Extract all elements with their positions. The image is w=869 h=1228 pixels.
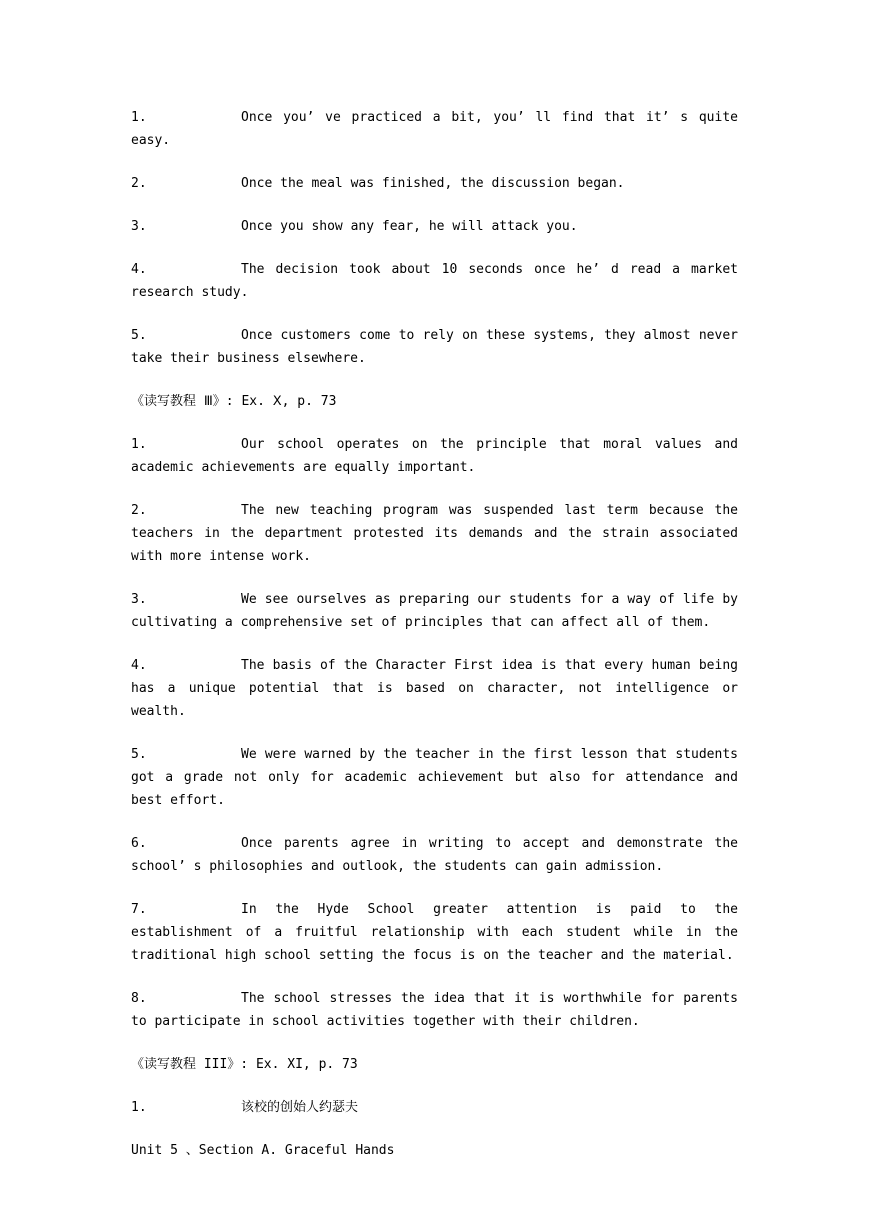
item-text: 该校的创始人约瑟夫 — [241, 1100, 359, 1115]
list-item — [131, 433, 738, 479]
list-item — [131, 832, 738, 878]
section-heading: 《读写教程 Ⅲ》: Ex. Ⅹ, p. 73 — [131, 394, 337, 409]
section-heading: 《读写教程 III》: Ex. XI, p. 73 — [131, 1057, 358, 1072]
list-item — [131, 743, 738, 812]
item-number: 1. — [131, 437, 147, 452]
item-number: 5. — [131, 328, 147, 343]
item-text: The decision took about 10 seconds once he’ d read a market research study. — [131, 262, 738, 300]
item-number: 3. — [131, 219, 147, 234]
item-number: 1. — [131, 1100, 147, 1115]
item-number: 4. — [131, 658, 147, 673]
unit-heading: Unit 5 、Section A. Graceful Hands — [131, 1143, 395, 1158]
item-number: 2. — [131, 176, 147, 191]
item-number: 6. — [131, 836, 147, 851]
item-number: 5. — [131, 747, 147, 762]
item-text: The new teaching program was suspended last term because the teachers in the department protested its demands and the strain associated with more intense work. — [131, 503, 738, 564]
item-number: 7. — [131, 902, 147, 917]
item-text: The school stresses the idea that it is worthwhile for parents to participate in school activities together with their children. — [131, 991, 738, 1029]
item-text: We see ourselves as preparing our students for a way of life by cultivating a comprehensive set of principles that can affect all of them. — [131, 592, 738, 630]
item-text: Our school operates on the principle that moral values and academic achievements are equally important. — [131, 437, 738, 475]
list-item — [131, 172, 738, 195]
item-text: We were warned by the teacher in the first lesson that students got a grade not only for academic achievement but also for attendance and best effort. — [131, 747, 738, 808]
item-text: The basis of the Character First idea is that every human being has a unique potential that is based on character, not intelligence or wealth. — [131, 658, 738, 719]
list-item — [131, 898, 738, 967]
list-item — [131, 588, 738, 634]
item-number: 3. — [131, 592, 147, 607]
item-text: Once you’ ve practiced a bit, you’ ll find that it’ s quite easy. — [131, 110, 738, 148]
list-item — [131, 324, 738, 370]
list-item — [131, 499, 738, 568]
list-item — [131, 1096, 738, 1119]
list-item — [131, 106, 738, 152]
item-number: 4. — [131, 262, 147, 277]
item-text: Once customers come to rely on these systems, they almost never take their business elsewhere. — [131, 328, 738, 366]
item-text: Once parents agree in writing to accept and demonstrate the school’ s philosophies and outlook, the students can gain admission. — [131, 836, 738, 874]
item-number: 1. — [131, 110, 147, 125]
item-number: 2. — [131, 503, 147, 518]
list-item — [131, 987, 738, 1033]
list-item — [131, 215, 738, 238]
item-text: Once the meal was finished, the discussion began. — [241, 176, 625, 191]
item-text: Once you show any fear, he will attack you. — [241, 219, 578, 234]
item-text: In the Hyde School greater attention is paid to the establishment of a fruitful relationship with each student while in the traditional high school setting the focus is on the teacher and the material. — [131, 902, 738, 963]
document-page — [131, 106, 738, 1182]
item-number: 8. — [131, 991, 147, 1006]
list-item — [131, 258, 738, 304]
list-item — [131, 654, 738, 723]
